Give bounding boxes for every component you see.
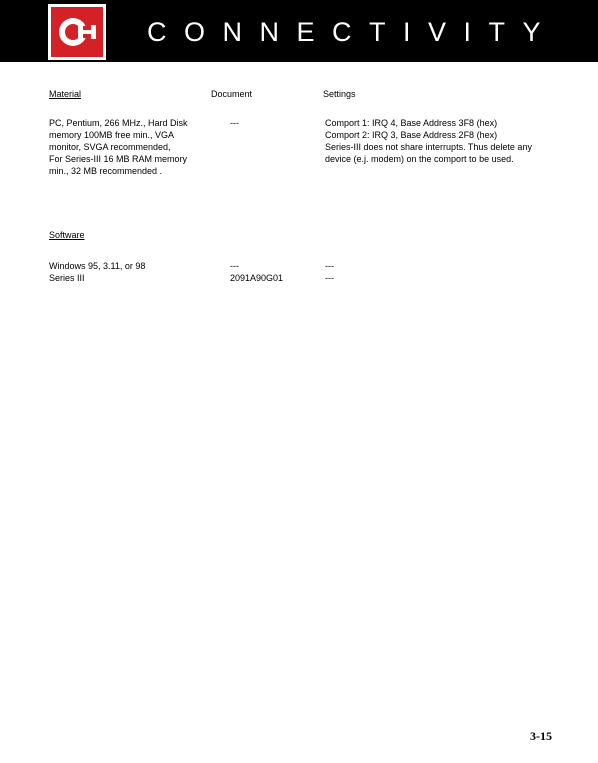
software-material-cell: Windows 95, 3.11, or 98: [49, 261, 146, 271]
column-header-document: Document: [211, 89, 253, 99]
material-line: min., 32 MB recommended .: [49, 166, 163, 176]
company-logo: [48, 4, 106, 60]
header-bar: [0, 0, 598, 62]
hardware-document-cell: ---: [230, 118, 239, 128]
settings-line: Series-III does not share interrupts. Thus delete any: [325, 142, 532, 152]
material-line: PC, Pentium, 266 MHz., Hard Disk: [49, 118, 188, 128]
material-line: monitor, SVGA recommended,: [49, 142, 171, 152]
logo-emblem-icon: [51, 7, 103, 57]
column-header-material: Material: [49, 89, 82, 99]
material-line: memory 100MB free min., VGA: [49, 130, 175, 140]
page-number: 3-15: [530, 729, 552, 743]
software-document-cell: ---: [230, 261, 239, 271]
material-line: For Series-III 16 MB RAM memory: [49, 154, 188, 164]
software-settings-cell: ---: [325, 261, 334, 271]
software-document-cell: 2091A90G01: [230, 273, 284, 283]
settings-line: Comport 1: IRQ 4, Base Address 3F8 (hex): [325, 118, 498, 128]
settings-line: device (e.j. modem) on the comport to be used.: [325, 154, 514, 164]
column-header-settings: Settings: [323, 89, 356, 99]
software-material-cell: Series III: [49, 273, 85, 283]
software-heading: Software: [49, 230, 85, 240]
header-title: CONNECTIVITY: [147, 17, 559, 47]
settings-line: Comport 2: IRQ 3, Base Address 2F8 (hex): [325, 130, 498, 140]
software-settings-cell: ---: [325, 273, 334, 283]
logo-mark: [51, 7, 103, 57]
